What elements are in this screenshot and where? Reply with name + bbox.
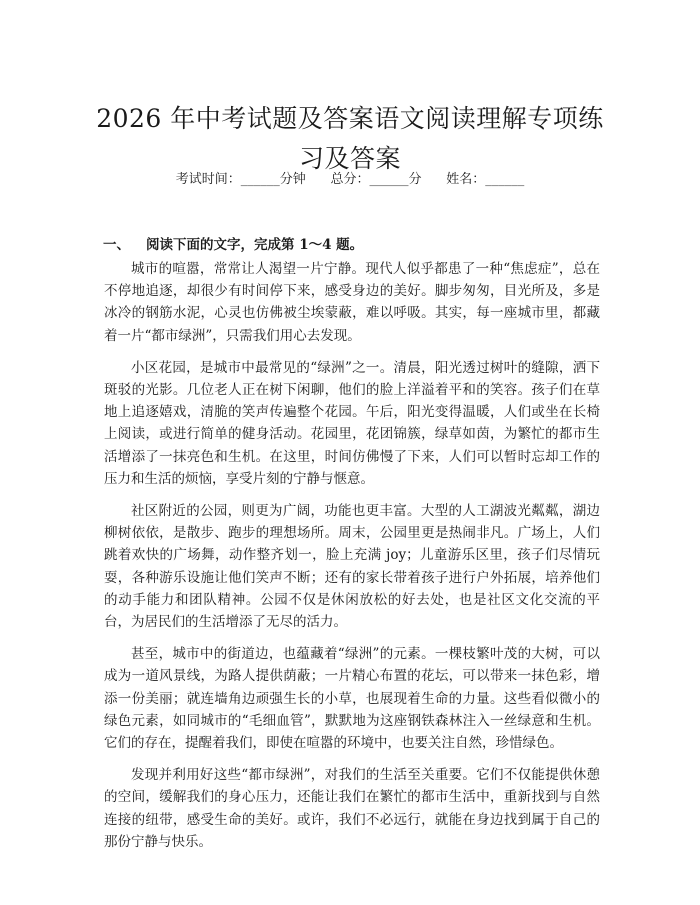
section-instruction: 阅读下面的文字，完成第 1～4 题。 <box>146 237 364 253</box>
passage-paragraph: 发现并利用好这些“都市绿洲”，对我们的生活至关重要。它们不仅能提供休憩的空间，缓解我们的身心压力，还能让我们在繁忙的都市生活中，重新找到与自然连接的纽带，感受生命的美好。或许，我们不必远行，就能在身边找到属于自己的那份宁静与快乐。 <box>104 767 600 850</box>
reading-passage <box>104 258 600 863</box>
title-line-2: 习及答案 <box>298 143 401 173</box>
passage-paragraph: 小区花园，是城市中最常见的“绿洲”之一。清晨，阳光透过树叶的缝隙，洒下斑驳的光影。几位老人正在树下闲聊，他们的脸上洋溢着平和的笑容。孩子们在草地上追逐嬉戏，清脆的笑声传遍整个花园。午后，阳光变得温暖，人们或坐在长椅上阅读，或进行简单的健身活动。花园里，花团锦簇，绿草如茵，为繁忙的都市生活增添了一抹亮色和生机。在这里，时间仿佛慢了下来，人们可以暂时忘却工作的压力和生活的烦恼，享受片刻的宁静与惬意。 <box>104 359 600 487</box>
passage-paragraph: 社区附近的公园，则更为广阔，功能也更丰富。大型的人工湖波光粼粼，湖边柳树依依，是散步、跑步的理想场所。周末，公园里更是热闹非凡。广场上，人们跳着欢快的广场舞，动作整齐划一，脸上充满 joy；儿童游乐区里，孩子们尽情玩耍，各种游乐设施让他们笑声不断；还有的家长带着孩子进行户外拓展，培养他们的动手能力和团队精神。公园不仅是休闲放松的好去处，也是社区文化交流的平台，为居民们的生活增添了无尽的活力。 <box>104 503 600 631</box>
section-heading <box>103 233 363 253</box>
exam-info-line: 考试时间：______分钟 总分：______分 姓名：______ <box>175 172 525 187</box>
section-number: 一、 <box>103 237 130 253</box>
title-line-1: 2026 年中考试题及答案语文阅读理解专项练 <box>96 103 604 133</box>
document-title <box>60 99 640 179</box>
passage-paragraph: 甚至，城市中的街道边，也蕴藏着“绿洲”的元素。一棵枝繁叶茂的大树，可以成为一道风景线，为路人提供荫蔽；一片精心布置的花坛，可以带来一抹色彩，增添一份美丽；就连墙角边顽强生长的小草，也展现着生命的力量。这些看似微小的绿色元素，如同城市的“毛细血管”，默默地为这座钢铁森林注入一丝绿意和生机。它们的存在，提醒着我们，即使在喧嚣的环境中，也要关注自然，珍惜绿色。 <box>104 646 600 752</box>
passage-paragraph: 城市的喧嚣，常常让人渴望一片宁静。现代人似乎都患了一种“焦虑症”，总在不停地追逐，却很少有时间停下来，感受身边的美好。脚步匆匆，目光所及，多是冰冷的钢筋水泥，心灵也仿佛被尘埃蒙蔽，难以呼吸。其实，每一座城市里，都藏着一片“都市绿洲”，只需我们用心去发现。 <box>104 261 600 344</box>
